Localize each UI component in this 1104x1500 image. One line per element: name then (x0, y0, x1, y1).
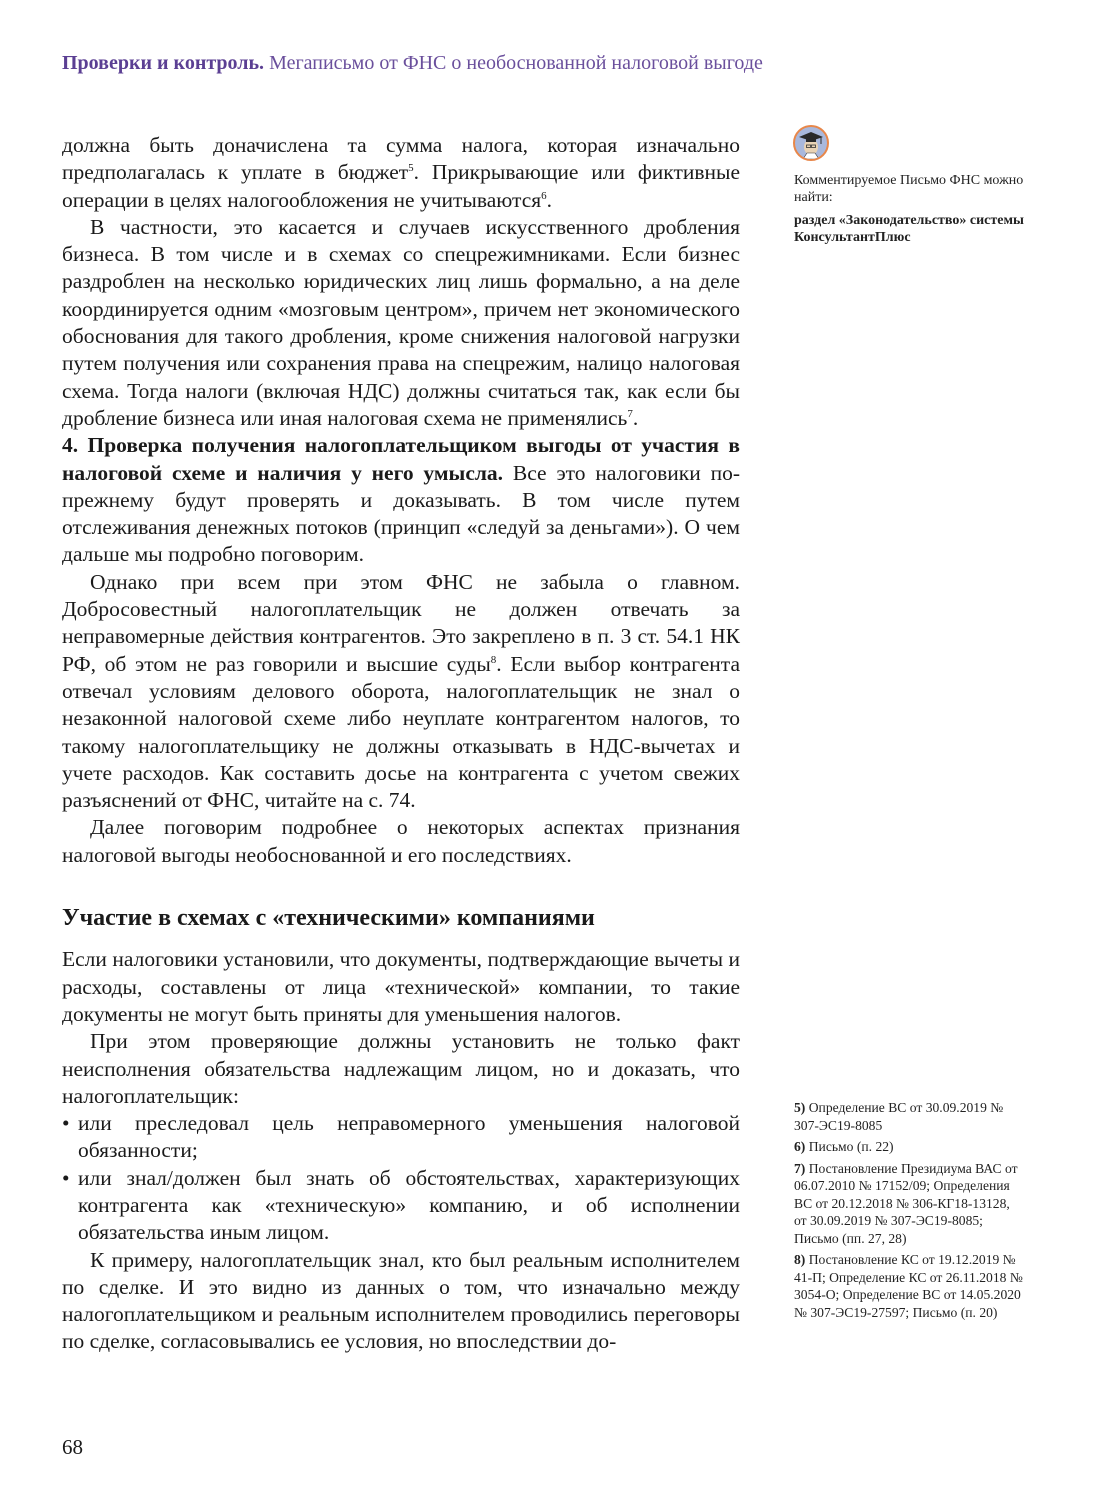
sidebar-note-source: раздел «Законодательство» системы КонсультантПлюс (794, 213, 1024, 245)
paragraph-3: 4. Проверка получения налогоплательщиком выгоды от участия в налоговой схеме и наличия у него умысла. Все это налоговики по-прежнему будут проверять и доказывать. В том числе путем отслеживания денежных потоков (принцип «следуй за деньгами»). О чем дальше мы подробно поговорим. (62, 433, 740, 567)
bullet-item: • или преследовал цель неправомерного уменьшения налоговой обязанности; (62, 1111, 740, 1163)
paragraph-1: должна быть доначислена та сумма налога, которая изначально предполагалась к уплате в бюджет$^5$. Прикрывающие или фиктивные операции в целях налогообложения не учитываются$^6$. (62, 133, 741, 212)
sidebar-note-text: Комментируемое Письмо ФНС можно найти: (794, 173, 1024, 205)
bullet-item: • или знал/должен был знать об обстоятельствах, характеризующих контрагента как «техническую» компанию, и об исполнении обязательства иным лицом. (62, 1165, 740, 1245)
expert-avatar-icon (793, 125, 829, 161)
footnotes (794, 1099, 1024, 1325)
paragraph-6: Если налоговики установили, что документы, подтверждающие вычеты и расходы, составлены от лица «технической» компании, то такие документы не могут быть приняты для уменьшения налогов. (62, 947, 740, 1026)
header-section: Проверки и контроль. (62, 52, 265, 74)
bullet-icon: • (62, 1165, 70, 1190)
point-4-heading: 4. Проверка получения налогоплательщиком выгоды от участия в налоговой схеме и наличия у него умысла. (62, 433, 740, 485)
running-header (62, 52, 763, 75)
footnote-ref-8[interactable]: 8 (490, 653, 497, 666)
paragraph-8: К примеру, налогоплательщик знал, кто был реальным исполнителем по сделке. И это видно из данных о том, что изначально между налогоплательщиком и реальным исполнителем проводились переговоры по сделке, согласовывались ее условия, но впоследствии до- (62, 1247, 740, 1354)
main-column (62, 132, 740, 1356)
footnote-8: 8) Постановление КС от 19.12.2019 № 41-П; Определение КС от 26.11.2018 № 3054-О; Определение ВС от 14.05.2020 № 307-ЭС19-27597; Письмо (п. 20) (794, 1252, 1023, 1320)
paragraph-7: При этом проверяющие должны установить не только факт неисполнения обязательства надлежащим лицом, но и доказать, что налогоплательщик: (62, 1029, 740, 1108)
section-heading: Участие в схемах с «техническими» компаниями (62, 905, 595, 932)
sidebar-note (794, 172, 1024, 246)
paragraph-2: В частности, это касается и случаев искусственного дробления бизнеса. В том числе и в схемах со спецрежимниками. Если бизнес раздроблен на несколько юридических лиц лишь формально, а на деле координируется одним «мозговым центром», причем нет экономического обоснования для такого дробления, кроме снижения налоговой нагрузки путем получения или сохранения права на спецрежим, налицо налоговая схема. Тогда налоги (включая НДС) должны считаться так, как если бы дробление бизнеса или иная налоговая схема не применялись$^7$. (62, 214, 740, 430)
footnote-5: 5) Определение ВС от 30.09.2019 № 307-ЭС19-8085 (794, 1100, 1004, 1133)
footnote-ref-5[interactable]: 5 (408, 162, 414, 175)
footnote-ref-7[interactable]: 7 (627, 407, 633, 420)
footnote-7: 7) Постановление Президиума ВАС от 06.07.2010 № 17152/09; Определения ВС от 20.12.2018 № 306-КГ18-13128, от 30.09.2019 № 307-ЭС19-8085; Письмо (пп. 27, 28) (794, 1160, 1018, 1246)
header-title: Мегаписьмо от ФНС о необоснованной налоговой выгоде (269, 52, 763, 74)
page-number: 68 (62, 1435, 83, 1459)
footnote-ref-6[interactable]: 6 (541, 189, 547, 202)
footnote-6: 6) Письмо (п. 22) (794, 1139, 894, 1154)
paragraph-5: Далее поговорим подробнее о некоторых аспектах признания налоговой выгоды необоснованной и его последствиях. (62, 815, 740, 867)
bullet-icon: • (62, 1111, 70, 1136)
paragraph-4: Однако при всем при этом ФНС не забыла о главном. Добросовестный налогоплательщик не должен отвечать за неправомерные действия контрагентов. Это закреплено в п. 3 ст. 54.1 НК РФ, об этом не раз говорили и высшие суды$^8$. Если выбор контрагента отвечал условиям делового оборота, налогоплательщик не знал о незаконной налоговой схеме либо неуплате контрагентом налогов, то такому налогоплательщику не должны отказывать в НДС-вычетах и учете расходов. Как составить досье на контрагента с учетом свежих разъяснений от ФНС, читайте на с. 74. (62, 569, 741, 813)
